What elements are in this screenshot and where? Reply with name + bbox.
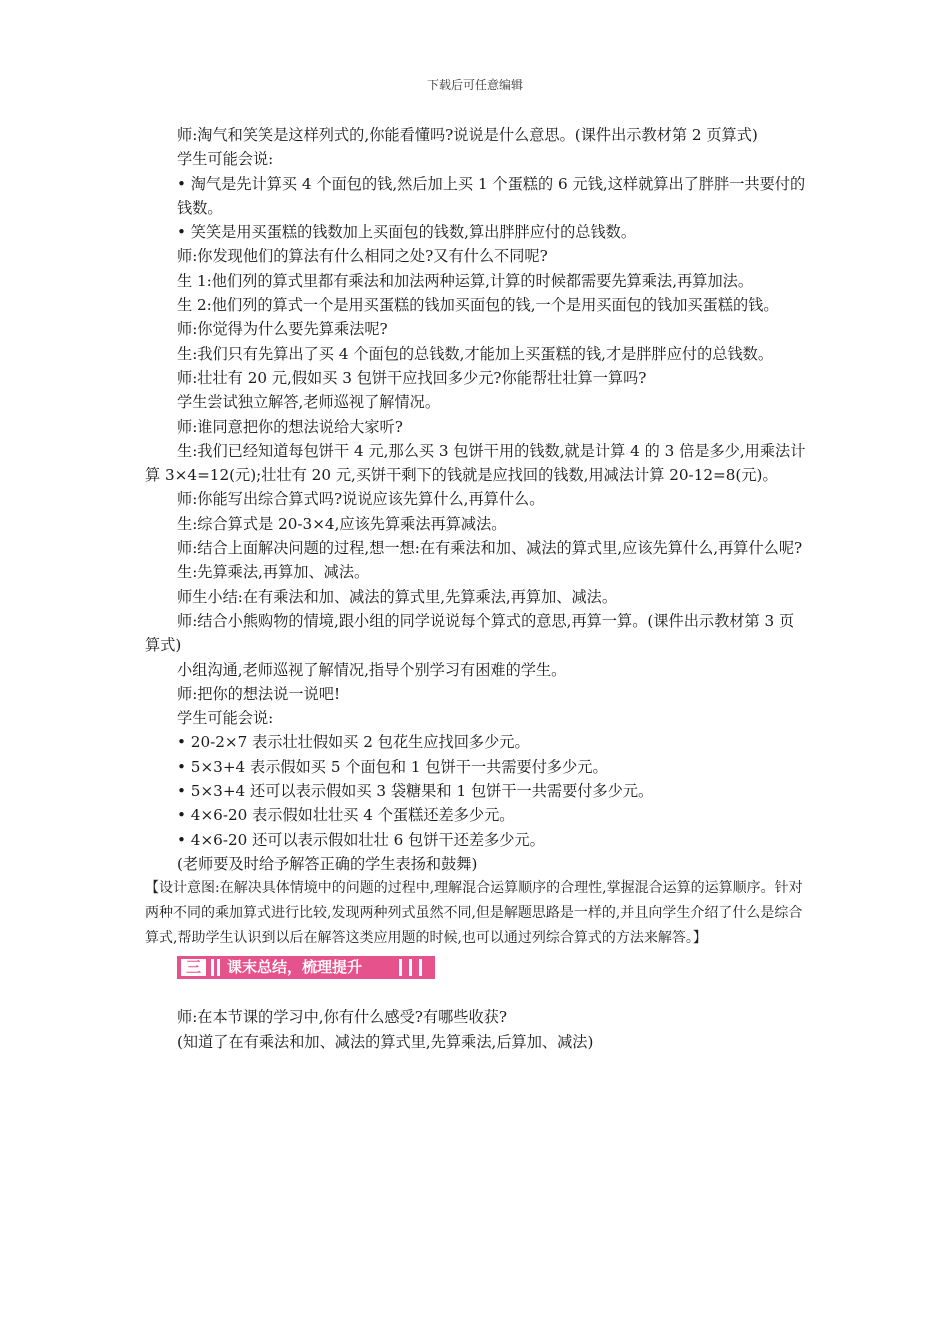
paragraph: 师:把你的想法说一说吧! <box>177 684 341 703</box>
bullet-item: • 笑笑是用买蛋糕的钱数加上买面包的钱数,算出胖胖应付的总钱数。 <box>177 223 637 242</box>
lesson-dialogue <box>145 123 807 876</box>
section-title: 课末总结，梳理提升 <box>227 958 363 977</box>
paragraph: 生:综合算式是 20-3×4,应该先算乘法再算减法。 <box>177 514 507 533</box>
paragraph: 师:谁同意把你的想法说给大家听? <box>177 417 403 436</box>
bullet-item: • 20-2×7 表示壮壮假如买 2 包花生应找回多少元。 <box>177 733 530 752</box>
bullet-item: • 5×3+4 还可以表示假如买 3 袋糖果和 1 包饼干一共需要付多少元。 <box>177 782 654 801</box>
banner-stripe <box>211 959 214 976</box>
lesson-summary <box>145 1005 807 1054</box>
section-banner <box>177 956 435 979</box>
page-header: 下载后可任意编辑 <box>426 78 523 92</box>
paragraph: 师:结合小熊购物的情境,跟小组的同学说说每个算式的意思,再算一算。(课件出示教材第 3 页算式) <box>145 611 795 655</box>
design-intent-note: 【设计意图:在解决具体情境中的问题的过程中,理解混合运算顺序的合理性,掌握混合运算的运算顺序。针对两种不同的乘加算式进行比较,发现两种列式虽然不同,但是解题思路是一样的,并且向学生介绍了什么是综合算式,帮助学生认识到以后在解答这类应用题的时候,也可以通过列综合算式的方法来解答。】 <box>145 880 803 947</box>
paragraph: 学生尝试独立解答,老师巡视了解情况。 <box>177 393 441 412</box>
paragraph: 生:我们只有先算出了买 4 个面包的总钱数,才能加上买蛋糕的钱,才是胖胖应付的总钱数。 <box>177 344 774 363</box>
section-number-badge: 三 <box>181 959 206 976</box>
paragraph: (知道了在有乘法和加、减法的算式里,先算乘法,后算加、减法) <box>177 1032 594 1051</box>
paragraph: 生 1:他们列的算式里都有乘法和加法两种运算,计算的时候都需要先算乘法,再算加法。 <box>177 271 754 290</box>
paragraph: 小组沟通,老师巡视了解情况,指导个别学习有困难的学生。 <box>177 660 567 679</box>
paragraph: 师:在本节课的学习中,你有什么感受?有哪些收获? <box>177 1008 507 1027</box>
document-body <box>145 123 807 1054</box>
banner-stripe <box>399 959 402 976</box>
paragraph: 生 2:他们列的算式一个是用买蛋糕的钱加买面包的钱,一个是用买面包的钱加买蛋糕的钱。 <box>177 296 779 315</box>
paragraph: 生:我们已经知道每包饼干 4 元,那么买 3 包饼干用的钱数,就是计算 4 的 3 倍是多少,用乘法计算 3×4=12(元);壮壮有 20 元,买饼干剩下的钱就是应找回的钱数,用减法计算 20-12=8(元)。 <box>145 441 806 485</box>
paragraph: 学生可能会说: <box>177 150 274 169</box>
paragraph: 师:壮壮有 20 元,假如买 3 包饼干应找回多少元?你能帮壮壮算一算吗? <box>177 368 647 387</box>
banner-stripe <box>217 959 220 976</box>
paragraph: (老师要及时给予解答正确的学生表扬和鼓舞) <box>177 854 478 873</box>
bullet-item: • 4×6-20 表示假如壮壮买 4 个蛋糕还差多少元。 <box>177 806 515 825</box>
paragraph: 师:结合上面解决问题的过程,想一想:在有乘法和加、减法的算式里,应该先算什么,再算什么呢? <box>177 539 803 558</box>
banner-stripe <box>419 959 422 976</box>
paragraph: 生:先算乘法,再算加、减法。 <box>177 563 370 582</box>
bullet-item: • 4×6-20 还可以表示假如壮壮 6 包饼干还差多少元。 <box>177 830 545 849</box>
paragraph: 师:你能写出综合算式吗?说说应该先算什么,再算什么。 <box>177 490 545 509</box>
paragraph: 师:淘气和笑笑是这样列式的,你能看懂吗?说说是什么意思。(课件出示教材第 2 页算式) <box>177 126 758 144</box>
paragraph: 学生可能会说: <box>177 709 274 728</box>
bullet-item: • 5×3+4 表示假如买 5 个面包和 1 包饼干一共需要付多少元。 <box>177 757 608 776</box>
paragraph: 师生小结:在有乘法和加、减法的算式里,先算乘法,再算加、减法。 <box>177 587 618 606</box>
banner-stripe <box>409 959 412 976</box>
bullet-item: • 淘气是先计算买 4 个面包的钱,然后加上买 1 个蛋糕的 6 元钱,这样就算出了胖胖一共要付的钱数。 <box>177 174 806 217</box>
paragraph: 师:你发现他们的算法有什么相同之处?又有什么不同呢? <box>177 247 548 266</box>
paragraph: 师:你觉得为什么要先算乘法呢? <box>177 320 388 339</box>
